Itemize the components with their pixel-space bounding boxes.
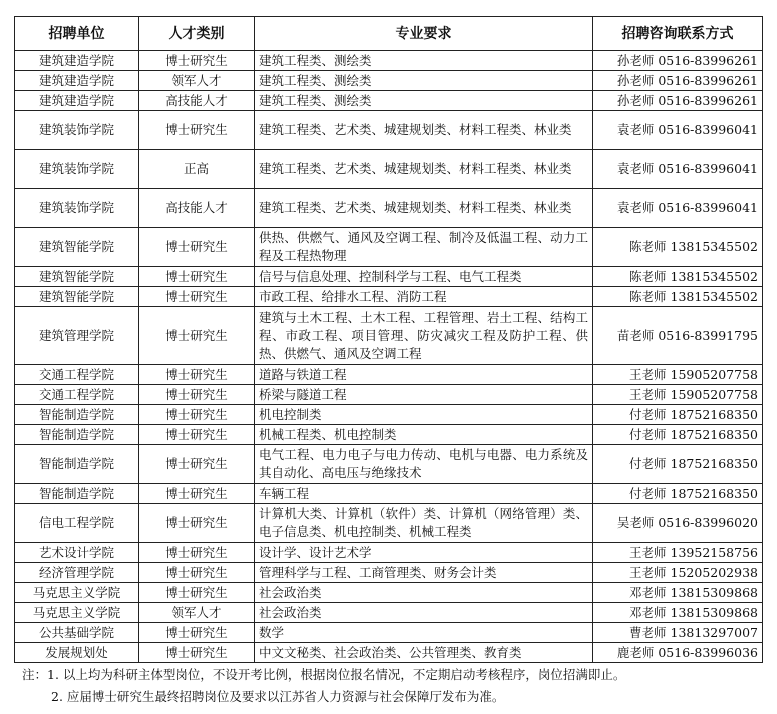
contact-cell: 付老师 18752168350 <box>593 445 763 484</box>
contact-cell: 邓老师 13815309868 <box>593 603 763 623</box>
unit-cell: 智能制造学院 <box>15 405 139 425</box>
category-cell: 博士研究生 <box>139 643 255 663</box>
major-cell: 中文文秘类、社会政治类、公共管理类、教育类 <box>255 643 593 663</box>
unit-cell: 经济管理学院 <box>15 563 139 583</box>
contact-cell: 陈老师 13815345502 <box>593 287 763 307</box>
unit-cell: 建筑智能学院 <box>15 228 139 267</box>
unit-cell: 建筑智能学院 <box>15 287 139 307</box>
table-row <box>15 287 763 307</box>
unit-cell: 智能制造学院 <box>15 425 139 445</box>
category-cell: 博士研究生 <box>139 425 255 445</box>
contact-cell: 付老师 18752168350 <box>593 425 763 445</box>
major-cell: 建筑工程类、艺术类、城建规划类、材料工程类、林业类 <box>255 150 593 189</box>
category-cell: 博士研究生 <box>139 111 255 150</box>
major-cell: 建筑工程类、测绘类 <box>255 51 593 71</box>
major-cell: 设计学、设计艺术学 <box>255 543 593 563</box>
category-cell: 博士研究生 <box>139 623 255 643</box>
major-cell: 车辆工程 <box>255 484 593 504</box>
note-text: 1. 以上均为科研主体型岗位，不设开考比例，根据岗位报名情况，不定期启动考核程序，岗位招满即止。 <box>47 667 626 682</box>
major-cell: 信号与信息处理、控制科学与工程、电气工程类 <box>255 267 593 287</box>
contact-cell: 王老师 13952158756 <box>593 543 763 563</box>
contact-cell: 袁老师 0516-83996041 <box>593 150 763 189</box>
table-row <box>15 603 763 623</box>
unit-cell: 马克思主义学院 <box>15 603 139 623</box>
contact-cell: 苗老师 0516-83991795 <box>593 307 763 365</box>
major-cell: 机械工程类、机电控制类 <box>255 425 593 445</box>
contact-cell: 王老师 15905207758 <box>593 385 763 405</box>
unit-cell: 建筑装饰学院 <box>15 150 139 189</box>
table-row <box>15 150 763 189</box>
table-row <box>15 504 763 543</box>
major-cell: 数学 <box>255 623 593 643</box>
header-category: 人才类别 <box>139 17 255 51</box>
category-cell: 博士研究生 <box>139 583 255 603</box>
unit-cell: 发展规划处 <box>15 643 139 663</box>
unit-cell: 智能制造学院 <box>15 484 139 504</box>
table-row <box>15 484 763 504</box>
contact-cell: 孙老师 0516-83996261 <box>593 91 763 111</box>
category-cell: 博士研究生 <box>139 385 255 405</box>
header-major: 专业要求 <box>255 17 593 51</box>
header-contact: 招聘咨询联系方式 <box>593 17 763 51</box>
category-cell: 博士研究生 <box>139 504 255 543</box>
header-unit: 招聘单位 <box>15 17 139 51</box>
note-text: 2. 应届博士研究生最终招聘岗位及要求以江苏省人力资源与社会保障厅发布为准。 <box>51 689 505 704</box>
category-cell: 博士研究生 <box>139 287 255 307</box>
major-cell: 计算机大类、计算机（软件）类、计算机（网络管理）类、电子信息类、机电控制类、机械工程类 <box>255 504 593 543</box>
table-row <box>15 228 763 267</box>
unit-cell: 建筑建造学院 <box>15 71 139 91</box>
table-row <box>15 111 763 150</box>
category-cell: 博士研究生 <box>139 405 255 425</box>
major-cell: 建筑工程类、艺术类、城建规划类、材料工程类、林业类 <box>255 111 593 150</box>
major-cell: 桥梁与隧道工程 <box>255 385 593 405</box>
unit-cell: 交通工程学院 <box>15 365 139 385</box>
table-row <box>15 583 763 603</box>
table-header-row <box>15 17 763 51</box>
unit-cell: 建筑智能学院 <box>15 267 139 287</box>
category-cell: 博士研究生 <box>139 365 255 385</box>
table-row <box>15 365 763 385</box>
unit-cell: 建筑管理学院 <box>15 307 139 365</box>
unit-cell: 公共基础学院 <box>15 623 139 643</box>
contact-cell: 邓老师 13815309868 <box>593 583 763 603</box>
major-cell: 电气工程、电力电子与电力传动、电机与电器、电力系统及其自动化、高电压与绝缘技术 <box>255 445 593 484</box>
contact-cell: 陈老师 13815345502 <box>593 267 763 287</box>
category-cell: 博士研究生 <box>139 51 255 71</box>
major-cell: 建筑工程类、艺术类、城建规划类、材料工程类、林业类 <box>255 189 593 228</box>
category-cell: 博士研究生 <box>139 484 255 504</box>
unit-cell: 建筑装饰学院 <box>15 189 139 228</box>
major-cell: 社会政治类 <box>255 603 593 623</box>
major-cell: 供热、供燃气、通风及空调工程、制冷及低温工程、动力工程及工程热物理 <box>255 228 593 267</box>
major-cell: 市政工程、给排水工程、消防工程 <box>255 287 593 307</box>
note-line <box>22 686 625 708</box>
table-row <box>15 623 763 643</box>
category-cell: 博士研究生 <box>139 228 255 267</box>
unit-cell: 建筑建造学院 <box>15 51 139 71</box>
category-cell: 领军人才 <box>139 71 255 91</box>
contact-cell: 付老师 18752168350 <box>593 484 763 504</box>
contact-cell: 孙老师 0516-83996261 <box>593 71 763 91</box>
unit-cell: 建筑装饰学院 <box>15 111 139 150</box>
contact-cell: 袁老师 0516-83996041 <box>593 111 763 150</box>
table-row <box>15 51 763 71</box>
major-cell: 建筑工程类、测绘类 <box>255 91 593 111</box>
unit-cell: 建筑建造学院 <box>15 91 139 111</box>
recruitment-table <box>14 16 763 663</box>
category-cell: 博士研究生 <box>139 563 255 583</box>
notes-prefix: 注： <box>22 667 48 682</box>
category-cell: 博士研究生 <box>139 307 255 365</box>
category-cell: 正高 <box>139 150 255 189</box>
unit-cell: 马克思主义学院 <box>15 583 139 603</box>
contact-cell: 王老师 15205202938 <box>593 563 763 583</box>
category-cell: 高技能人才 <box>139 91 255 111</box>
table-row <box>15 543 763 563</box>
major-cell: 道路与铁道工程 <box>255 365 593 385</box>
table-row <box>15 189 763 228</box>
unit-cell: 艺术设计学院 <box>15 543 139 563</box>
table-row <box>15 91 763 111</box>
category-cell: 博士研究生 <box>139 445 255 484</box>
unit-cell: 交通工程学院 <box>15 385 139 405</box>
table-row <box>15 385 763 405</box>
major-cell: 管理科学与工程、工商管理类、财务会计类 <box>255 563 593 583</box>
table-row <box>15 71 763 91</box>
table-row <box>15 307 763 365</box>
contact-cell: 吴老师 0516-83996020 <box>593 504 763 543</box>
table-row <box>15 267 763 287</box>
table-row <box>15 643 763 663</box>
note-line <box>22 664 625 686</box>
table-row <box>15 405 763 425</box>
category-cell: 博士研究生 <box>139 267 255 287</box>
contact-cell: 鹿老师 0516-83996036 <box>593 643 763 663</box>
table-row <box>15 563 763 583</box>
contact-cell: 曹老师 13813297007 <box>593 623 763 643</box>
table-row <box>15 445 763 484</box>
major-cell: 社会政治类 <box>255 583 593 603</box>
unit-cell: 信电工程学院 <box>15 504 139 543</box>
contact-cell: 陈老师 13815345502 <box>593 228 763 267</box>
category-cell: 博士研究生 <box>139 543 255 563</box>
contact-cell: 袁老师 0516-83996041 <box>593 189 763 228</box>
major-cell: 建筑与土木工程、土木工程、工程管理、岩土工程、结构工程、市政工程、项目管理、防灾减灾工程及防护工程、供热、供燃气、通风及空调工程 <box>255 307 593 365</box>
contact-cell: 付老师 18752168350 <box>593 405 763 425</box>
table-row <box>15 425 763 445</box>
category-cell: 高技能人才 <box>139 189 255 228</box>
major-cell: 机电控制类 <box>255 405 593 425</box>
unit-cell: 智能制造学院 <box>15 445 139 484</box>
notes-section <box>22 664 625 708</box>
major-cell: 建筑工程类、测绘类 <box>255 71 593 91</box>
category-cell: 领军人才 <box>139 603 255 623</box>
contact-cell: 王老师 15905207758 <box>593 365 763 385</box>
contact-cell: 孙老师 0516-83996261 <box>593 51 763 71</box>
